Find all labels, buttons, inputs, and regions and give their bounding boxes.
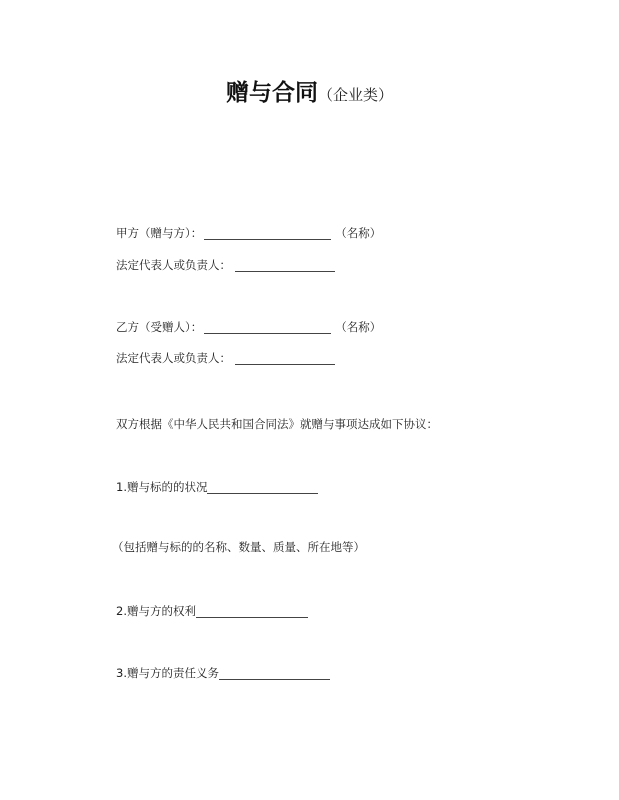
clause-3 (116, 666, 330, 680)
party-a-rep-label: 法定代表人或负责人： (116, 258, 231, 272)
party-a-label: 甲方（赠与方）： (116, 226, 203, 240)
document-title (0, 74, 619, 107)
party-b-suffix: （名称） (335, 320, 382, 334)
party-a-rep-line (116, 258, 335, 272)
title-sub: （企业类） (317, 86, 393, 104)
party-a-suffix: （名称） (335, 226, 382, 240)
clause-1 (116, 480, 318, 494)
clause-2-blank[interactable] (196, 605, 308, 618)
party-b-line (116, 320, 381, 334)
clause-1-blank[interactable] (207, 481, 318, 494)
clause-3-label: 3.赠与方的责任义务 (116, 666, 219, 680)
party-b-rep-label: 法定代表人或负责人： (116, 351, 231, 365)
party-b-rep-line (116, 351, 335, 365)
clause-1-label: 1.赠与标的的状况 (116, 480, 208, 494)
title-main: 赠与合同 (225, 79, 318, 106)
party-a-rep-blank[interactable] (235, 259, 335, 272)
clause-2 (116, 604, 308, 618)
clause-1-note (112, 540, 365, 554)
clause-2-label: 2.赠与方的权利 (116, 604, 196, 618)
party-b-rep-blank[interactable] (235, 352, 335, 365)
preamble-text: 双方根据《中华人民共和国合同法》就赠与事项达成如下协议： (116, 417, 438, 431)
party-a-name-blank[interactable] (204, 227, 331, 240)
party-b-name-blank[interactable] (204, 321, 331, 334)
party-a-line (116, 226, 381, 240)
clause-3-blank[interactable] (219, 667, 330, 680)
party-b-label: 乙方（受赠人）： (116, 320, 203, 334)
preamble (116, 417, 438, 431)
clause-1-note-text: （包括赠与标的的名称、数量、质量、所在地等） (112, 540, 365, 554)
